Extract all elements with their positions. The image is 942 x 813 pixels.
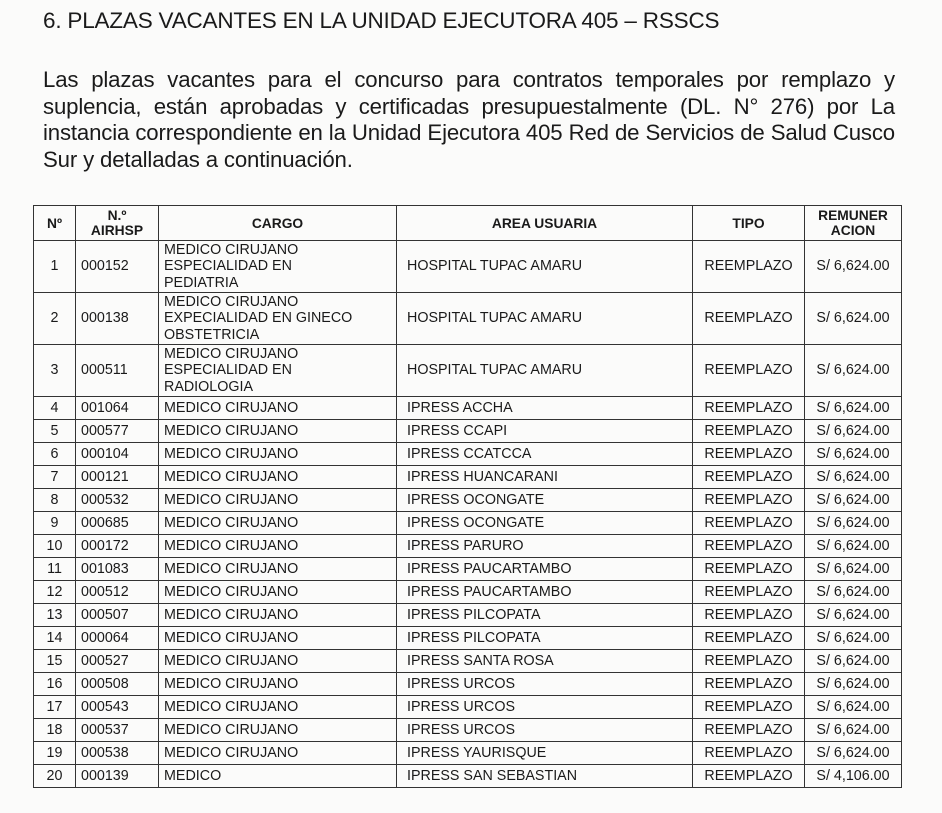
cell-tipo: REEMPLAZO <box>693 742 805 765</box>
cargo-line: MEDICO CIRUJANO <box>164 560 299 577</box>
cell-cargo <box>159 650 397 673</box>
cell-no: 13 <box>34 604 76 627</box>
cell-cargo <box>159 742 397 765</box>
cell-tipo: REEMPLAZO <box>693 558 805 581</box>
header-cargo: CARGO <box>159 206 397 241</box>
header-airhsp <box>76 206 159 241</box>
table-row <box>34 241 902 293</box>
cell-tipo: REEMPLAZO <box>693 604 805 627</box>
cell-airhsp: 000543 <box>76 696 159 719</box>
cargo-line: MEDICO CIRUJANO <box>164 675 299 692</box>
header-tipo: TIPO <box>693 206 805 241</box>
cargo-line: RADIOLOGIA <box>164 378 253 395</box>
intro-paragraph: Las plazas vacantes para el concurso para contratos temporales por remplazo y suplencia, están aprobadas y certificadas presupuestalmente (DL. N° 276) por La instancia correspondiente en la Unidad Ejecutora 405 Red de Servicios de Salud Cusco Sur y detalladas a continuación. <box>43 67 895 172</box>
cargo-line: MEDICO CIRUJANO <box>164 445 299 462</box>
table-row <box>34 604 902 627</box>
header-no: Nº <box>34 206 76 241</box>
cargo-line: MEDICO CIRUJANO <box>164 698 299 715</box>
cargo-line: MEDICO CIRUJANO <box>164 629 299 646</box>
table-row <box>34 443 902 466</box>
cell-tipo: REEMPLAZO <box>693 673 805 696</box>
cell-cargo <box>159 466 397 489</box>
cell-tipo: REEMPLAZO <box>693 241 805 293</box>
cargo-line: MEDICO CIRUJANO <box>164 721 299 738</box>
cell-cargo <box>159 627 397 650</box>
cell-area: IPRESS SAN SEBASTIAN <box>397 765 693 788</box>
cell-remuneracion: S/ 6,624.00 <box>805 466 902 489</box>
cell-cargo <box>159 241 397 293</box>
cell-area: IPRESS PARURO <box>397 535 693 558</box>
cargo-line: MEDICO CIRUJANO <box>164 468 299 485</box>
cell-area: HOSPITAL TUPAC AMARU <box>397 241 693 293</box>
vacancies-table <box>33 205 902 788</box>
cell-airhsp: 000139 <box>76 765 159 788</box>
cargo-line: MEDICO CIRUJANO <box>164 345 299 362</box>
table-row <box>34 466 902 489</box>
cell-remuneracion: S/ 6,624.00 <box>805 443 902 466</box>
cell-tipo: REEMPLAZO <box>693 420 805 443</box>
header-airhsp-line1: N.º <box>107 208 127 223</box>
cell-area: HOSPITAL TUPAC AMARU <box>397 293 693 345</box>
cell-airhsp: 000172 <box>76 535 159 558</box>
cell-remuneracion: S/ 6,624.00 <box>805 650 902 673</box>
cell-remuneracion: S/ 6,624.00 <box>805 581 902 604</box>
cell-no: 19 <box>34 742 76 765</box>
table-row <box>34 512 902 535</box>
cell-area: IPRESS ACCHA <box>397 397 693 420</box>
cell-remuneracion: S/ 6,624.00 <box>805 742 902 765</box>
cell-no: 14 <box>34 627 76 650</box>
cell-cargo <box>159 535 397 558</box>
cell-airhsp: 000532 <box>76 489 159 512</box>
cell-cargo <box>159 293 397 345</box>
cell-remuneracion: S/ 6,624.00 <box>805 558 902 581</box>
cell-tipo: REEMPLAZO <box>693 443 805 466</box>
cell-cargo <box>159 512 397 535</box>
cell-no: 11 <box>34 558 76 581</box>
cargo-line: MEDICO <box>164 767 222 784</box>
cargo-line: MEDICO CIRUJANO <box>164 652 299 669</box>
cell-no: 15 <box>34 650 76 673</box>
cell-airhsp: 001064 <box>76 397 159 420</box>
cargo-line: MEDICO CIRUJANO <box>164 537 299 554</box>
cell-area: IPRESS HUANCARANI <box>397 466 693 489</box>
table-row <box>34 489 902 512</box>
cell-airhsp: 000512 <box>76 581 159 604</box>
cargo-line: ESPECIALIDAD EN <box>164 258 292 275</box>
cell-no: 8 <box>34 489 76 512</box>
table-row <box>34 397 902 420</box>
cell-airhsp: 000121 <box>76 466 159 489</box>
cell-area: IPRESS YAURISQUE <box>397 742 693 765</box>
cell-cargo <box>159 443 397 466</box>
cell-remuneracion: S/ 6,624.00 <box>805 696 902 719</box>
cell-remuneracion: S/ 6,624.00 <box>805 719 902 742</box>
cell-no: 16 <box>34 673 76 696</box>
table-row <box>34 581 902 604</box>
cell-no: 4 <box>34 397 76 420</box>
cell-area: IPRESS PAUCARTAMBO <box>397 558 693 581</box>
cell-area: HOSPITAL TUPAC AMARU <box>397 345 693 397</box>
cell-no: 7 <box>34 466 76 489</box>
table-row <box>34 627 902 650</box>
cell-no: 1 <box>34 241 76 293</box>
cell-tipo: REEMPLAZO <box>693 650 805 673</box>
table-row <box>34 696 902 719</box>
cell-tipo: REEMPLAZO <box>693 627 805 650</box>
cell-no: 10 <box>34 535 76 558</box>
cell-no: 5 <box>34 420 76 443</box>
cell-area: IPRESS PAUCARTAMBO <box>397 581 693 604</box>
cargo-line: MEDICO CIRUJANO <box>164 241 299 258</box>
cargo-line: MEDICO CIRUJANO <box>164 514 299 531</box>
cell-no: 17 <box>34 696 76 719</box>
table-row <box>34 293 902 345</box>
section-heading: 6. PLAZAS VACANTES EN LA UNIDAD EJECUTORA 405 – RSSCS <box>43 8 720 33</box>
cell-cargo <box>159 345 397 397</box>
cell-airhsp: 000527 <box>76 650 159 673</box>
cargo-line: MEDICO CIRUJANO <box>164 491 299 508</box>
cell-airhsp: 000064 <box>76 627 159 650</box>
cell-tipo: REEMPLAZO <box>693 397 805 420</box>
cell-area: IPRESS CCAPI <box>397 420 693 443</box>
cell-remuneracion: S/ 6,624.00 <box>805 489 902 512</box>
table-row <box>34 535 902 558</box>
cargo-line: MEDICO CIRUJANO <box>164 293 299 310</box>
table-body <box>34 241 902 788</box>
cell-airhsp: 000511 <box>76 345 159 397</box>
cargo-line: MEDICO CIRUJANO <box>164 583 299 600</box>
cargo-line: MEDICO CIRUJANO <box>164 606 299 623</box>
cell-tipo: REEMPLAZO <box>693 581 805 604</box>
cell-remuneracion: S/ 6,624.00 <box>805 397 902 420</box>
cell-area: IPRESS OCONGATE <box>397 489 693 512</box>
cell-tipo: REEMPLAZO <box>693 293 805 345</box>
cell-area: IPRESS PILCOPATA <box>397 627 693 650</box>
cargo-line: ESPECIALIDAD EN <box>164 362 292 379</box>
cell-airhsp: 000538 <box>76 742 159 765</box>
cell-tipo: REEMPLAZO <box>693 765 805 788</box>
cell-area: IPRESS CCATCCA <box>397 443 693 466</box>
cell-area: IPRESS PILCOPATA <box>397 604 693 627</box>
cell-area: IPRESS URCOS <box>397 696 693 719</box>
cell-remuneracion: S/ 6,624.00 <box>805 673 902 696</box>
cargo-line: PEDIATRIA <box>164 274 239 291</box>
table-row <box>34 742 902 765</box>
cell-remuneracion: S/ 6,624.00 <box>805 627 902 650</box>
table-row <box>34 765 902 788</box>
cell-tipo: REEMPLAZO <box>693 535 805 558</box>
cell-area: IPRESS URCOS <box>397 673 693 696</box>
cell-tipo: REEMPLAZO <box>693 719 805 742</box>
cell-airhsp: 000507 <box>76 604 159 627</box>
cell-area: IPRESS SANTA ROSA <box>397 650 693 673</box>
cell-remuneracion: S/ 6,624.00 <box>805 293 902 345</box>
cell-remuneracion: S/ 6,624.00 <box>805 420 902 443</box>
cell-no: 9 <box>34 512 76 535</box>
cell-remuneracion: S/ 6,624.00 <box>805 241 902 293</box>
table-row <box>34 650 902 673</box>
cell-airhsp: 000685 <box>76 512 159 535</box>
table-header-row <box>34 206 902 241</box>
table-row <box>34 420 902 443</box>
header-area: AREA USUARIA <box>397 206 693 241</box>
cell-tipo: REEMPLAZO <box>693 345 805 397</box>
cell-remuneracion: S/ 6,624.00 <box>805 345 902 397</box>
cell-tipo: REEMPLAZO <box>693 512 805 535</box>
table-row <box>34 719 902 742</box>
cell-remuneracion: S/ 6,624.00 <box>805 512 902 535</box>
cell-cargo <box>159 719 397 742</box>
cell-no: 3 <box>34 345 76 397</box>
cell-no: 12 <box>34 581 76 604</box>
cell-airhsp: 000138 <box>76 293 159 345</box>
table-row <box>34 558 902 581</box>
cell-cargo <box>159 581 397 604</box>
header-remun-line2: ACION <box>830 223 876 238</box>
cargo-line: MEDICO CIRUJANO <box>164 399 299 416</box>
cell-no: 18 <box>34 719 76 742</box>
cell-tipo: REEMPLAZO <box>693 466 805 489</box>
cargo-line: MEDICO CIRUJANO <box>164 422 299 439</box>
cell-airhsp: 001083 <box>76 558 159 581</box>
cell-remuneracion: S/ 6,624.00 <box>805 535 902 558</box>
cell-airhsp: 000508 <box>76 673 159 696</box>
cell-cargo <box>159 604 397 627</box>
cell-cargo <box>159 558 397 581</box>
cell-cargo <box>159 420 397 443</box>
cell-cargo <box>159 397 397 420</box>
cell-cargo <box>159 765 397 788</box>
cell-tipo: REEMPLAZO <box>693 696 805 719</box>
cell-airhsp: 000152 <box>76 241 159 293</box>
cell-no: 2 <box>34 293 76 345</box>
cell-remuneracion: S/ 6,624.00 <box>805 604 902 627</box>
cell-cargo <box>159 489 397 512</box>
header-remun-line1: REMUNER <box>818 208 888 223</box>
cell-area: IPRESS URCOS <box>397 719 693 742</box>
cargo-line: OBSTETRICIA <box>164 326 260 343</box>
cell-area: IPRESS OCONGATE <box>397 512 693 535</box>
cell-remuneracion: S/ 4,106.00 <box>805 765 902 788</box>
cell-no: 6 <box>34 443 76 466</box>
cargo-line: EXPECIALIDAD EN GINECO <box>164 310 353 327</box>
cell-cargo <box>159 696 397 719</box>
cargo-line: MEDICO CIRUJANO <box>164 744 299 761</box>
cell-airhsp: 000577 <box>76 420 159 443</box>
cell-airhsp: 000537 <box>76 719 159 742</box>
header-remuneracion <box>805 206 902 241</box>
header-airhsp-line2: AIRHSP <box>90 223 144 238</box>
table-row <box>34 345 902 397</box>
cell-tipo: REEMPLAZO <box>693 489 805 512</box>
table-row <box>34 673 902 696</box>
cell-airhsp: 000104 <box>76 443 159 466</box>
cell-cargo <box>159 673 397 696</box>
cell-no: 20 <box>34 765 76 788</box>
